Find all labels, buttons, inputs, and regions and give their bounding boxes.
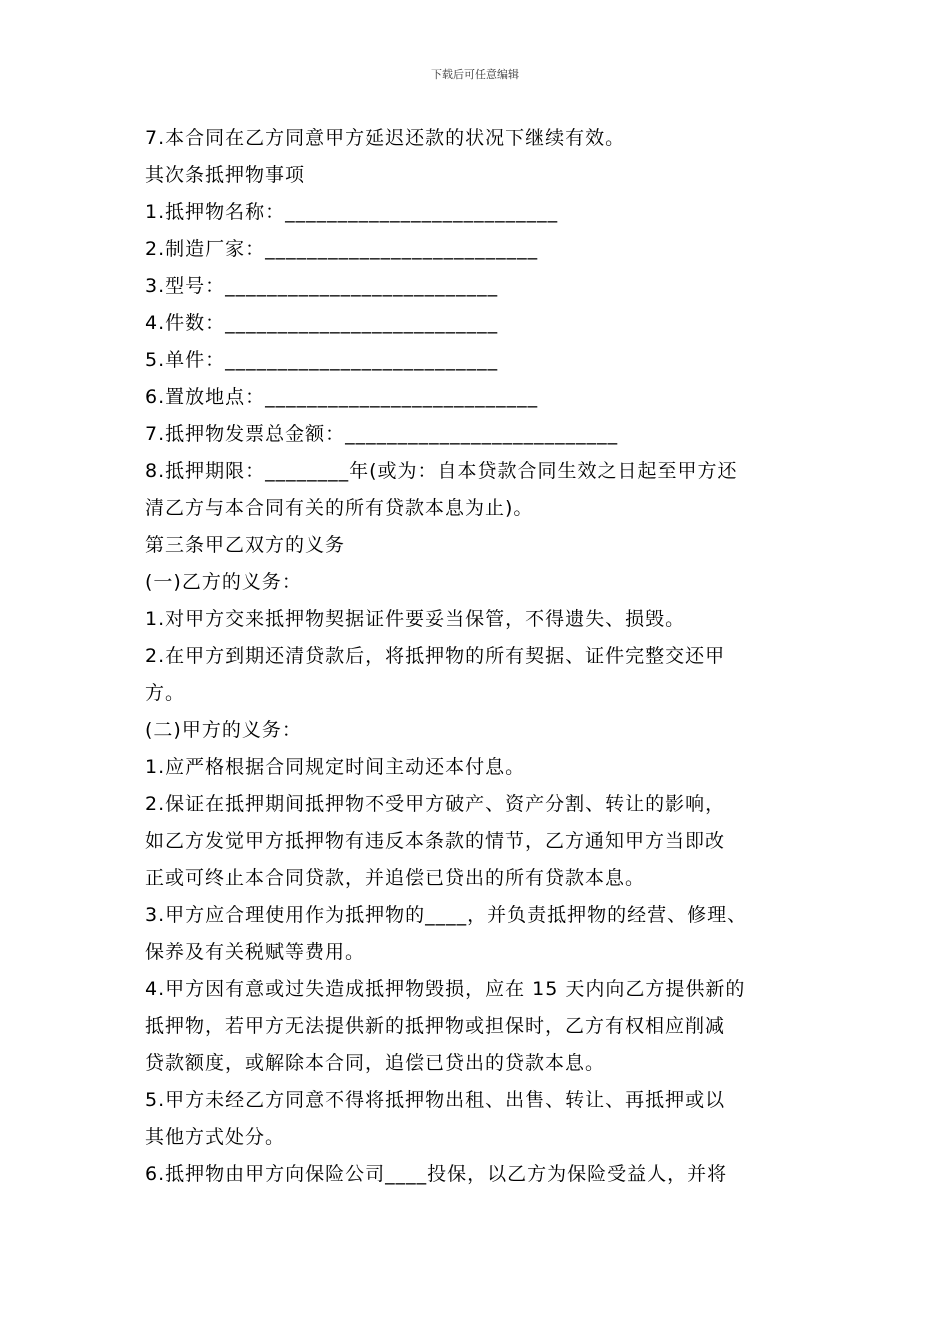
text-line: 抵押物，若甲方无法提供新的抵押物或担保时，乙方有权相应削减 (145, 1015, 726, 1037)
page-header: 下载后可任意编辑 (431, 68, 519, 81)
text-line: 1.应严格根据合同规定时间主动还本付息。 (145, 756, 526, 778)
text-line: 3.甲方应合理使用作为抵押物的____，并负责抵押物的经营、修理、 (145, 904, 748, 926)
section-heading: 第三条甲乙双方的义务 (145, 534, 346, 556)
text-line: 3.型号：__________________________ (145, 275, 499, 297)
text-line: 2.在甲方到期还清贷款后，将抵押物的所有契据、证件完整交还甲 (145, 645, 726, 667)
text-line: 保养及有关税赋等费用。 (145, 941, 366, 963)
section-heading: 其次条抵押物事项 (145, 164, 306, 186)
text-line: 2.保证在抵押期间抵押物不受甲方破产、资产分割、转让的影响， (145, 793, 726, 815)
text-line: 4.甲方因有意或过失造成抵押物毁损，应在 15 天内向乙方提供新的 (145, 978, 746, 1000)
text-line: 如乙方发觉甲方抵押物有违反本条款的情节，乙方通知甲方当即改 (145, 830, 726, 852)
text-line: 2.制造厂家：__________________________ (145, 238, 539, 260)
text-line: 清乙方与本合同有关的所有贷款本息为止)。 (145, 497, 534, 519)
text-line: 8.抵押期限：________年(或为：自本贷款合同生效之日起至甲方还 (145, 460, 738, 482)
text-line: 1.对甲方交来抵押物契据证件要妥当保管，不得遗失、损毁。 (145, 608, 686, 630)
text-line: 7.抵押物发票总金额：__________________________ (145, 423, 619, 445)
text-line: 贷款额度，或解除本合同，追偿已贷出的贷款本息。 (145, 1052, 606, 1074)
text-line: 方。 (145, 682, 186, 704)
text-line: 4.件数：__________________________ (145, 312, 499, 334)
text-line: 其他方式处分。 (145, 1126, 286, 1148)
text-line: 5.甲方未经乙方同意不得将抵押物出租、出售、转让、再抵押或以 (145, 1089, 726, 1111)
text-line: 正或可终止本合同贷款，并追偿已贷出的所有贷款本息。 (145, 867, 646, 889)
text-line: 1.抵押物名称：__________________________ (145, 201, 559, 223)
text-line: 7.本合同在乙方同意甲方延迟还款的状况下继续有效。 (145, 127, 626, 149)
subsection-heading: (二)甲方的义务： (145, 719, 302, 741)
text-line: 6.置放地点：__________________________ (145, 386, 539, 408)
subsection-heading: (一)乙方的义务： (145, 571, 302, 593)
text-line: 5.单件：__________________________ (145, 349, 499, 371)
document-body (145, 120, 835, 1193)
text-line: 6.抵押物由甲方向保险公司____投保，以乙方为保险受益人，并将 (145, 1163, 728, 1185)
